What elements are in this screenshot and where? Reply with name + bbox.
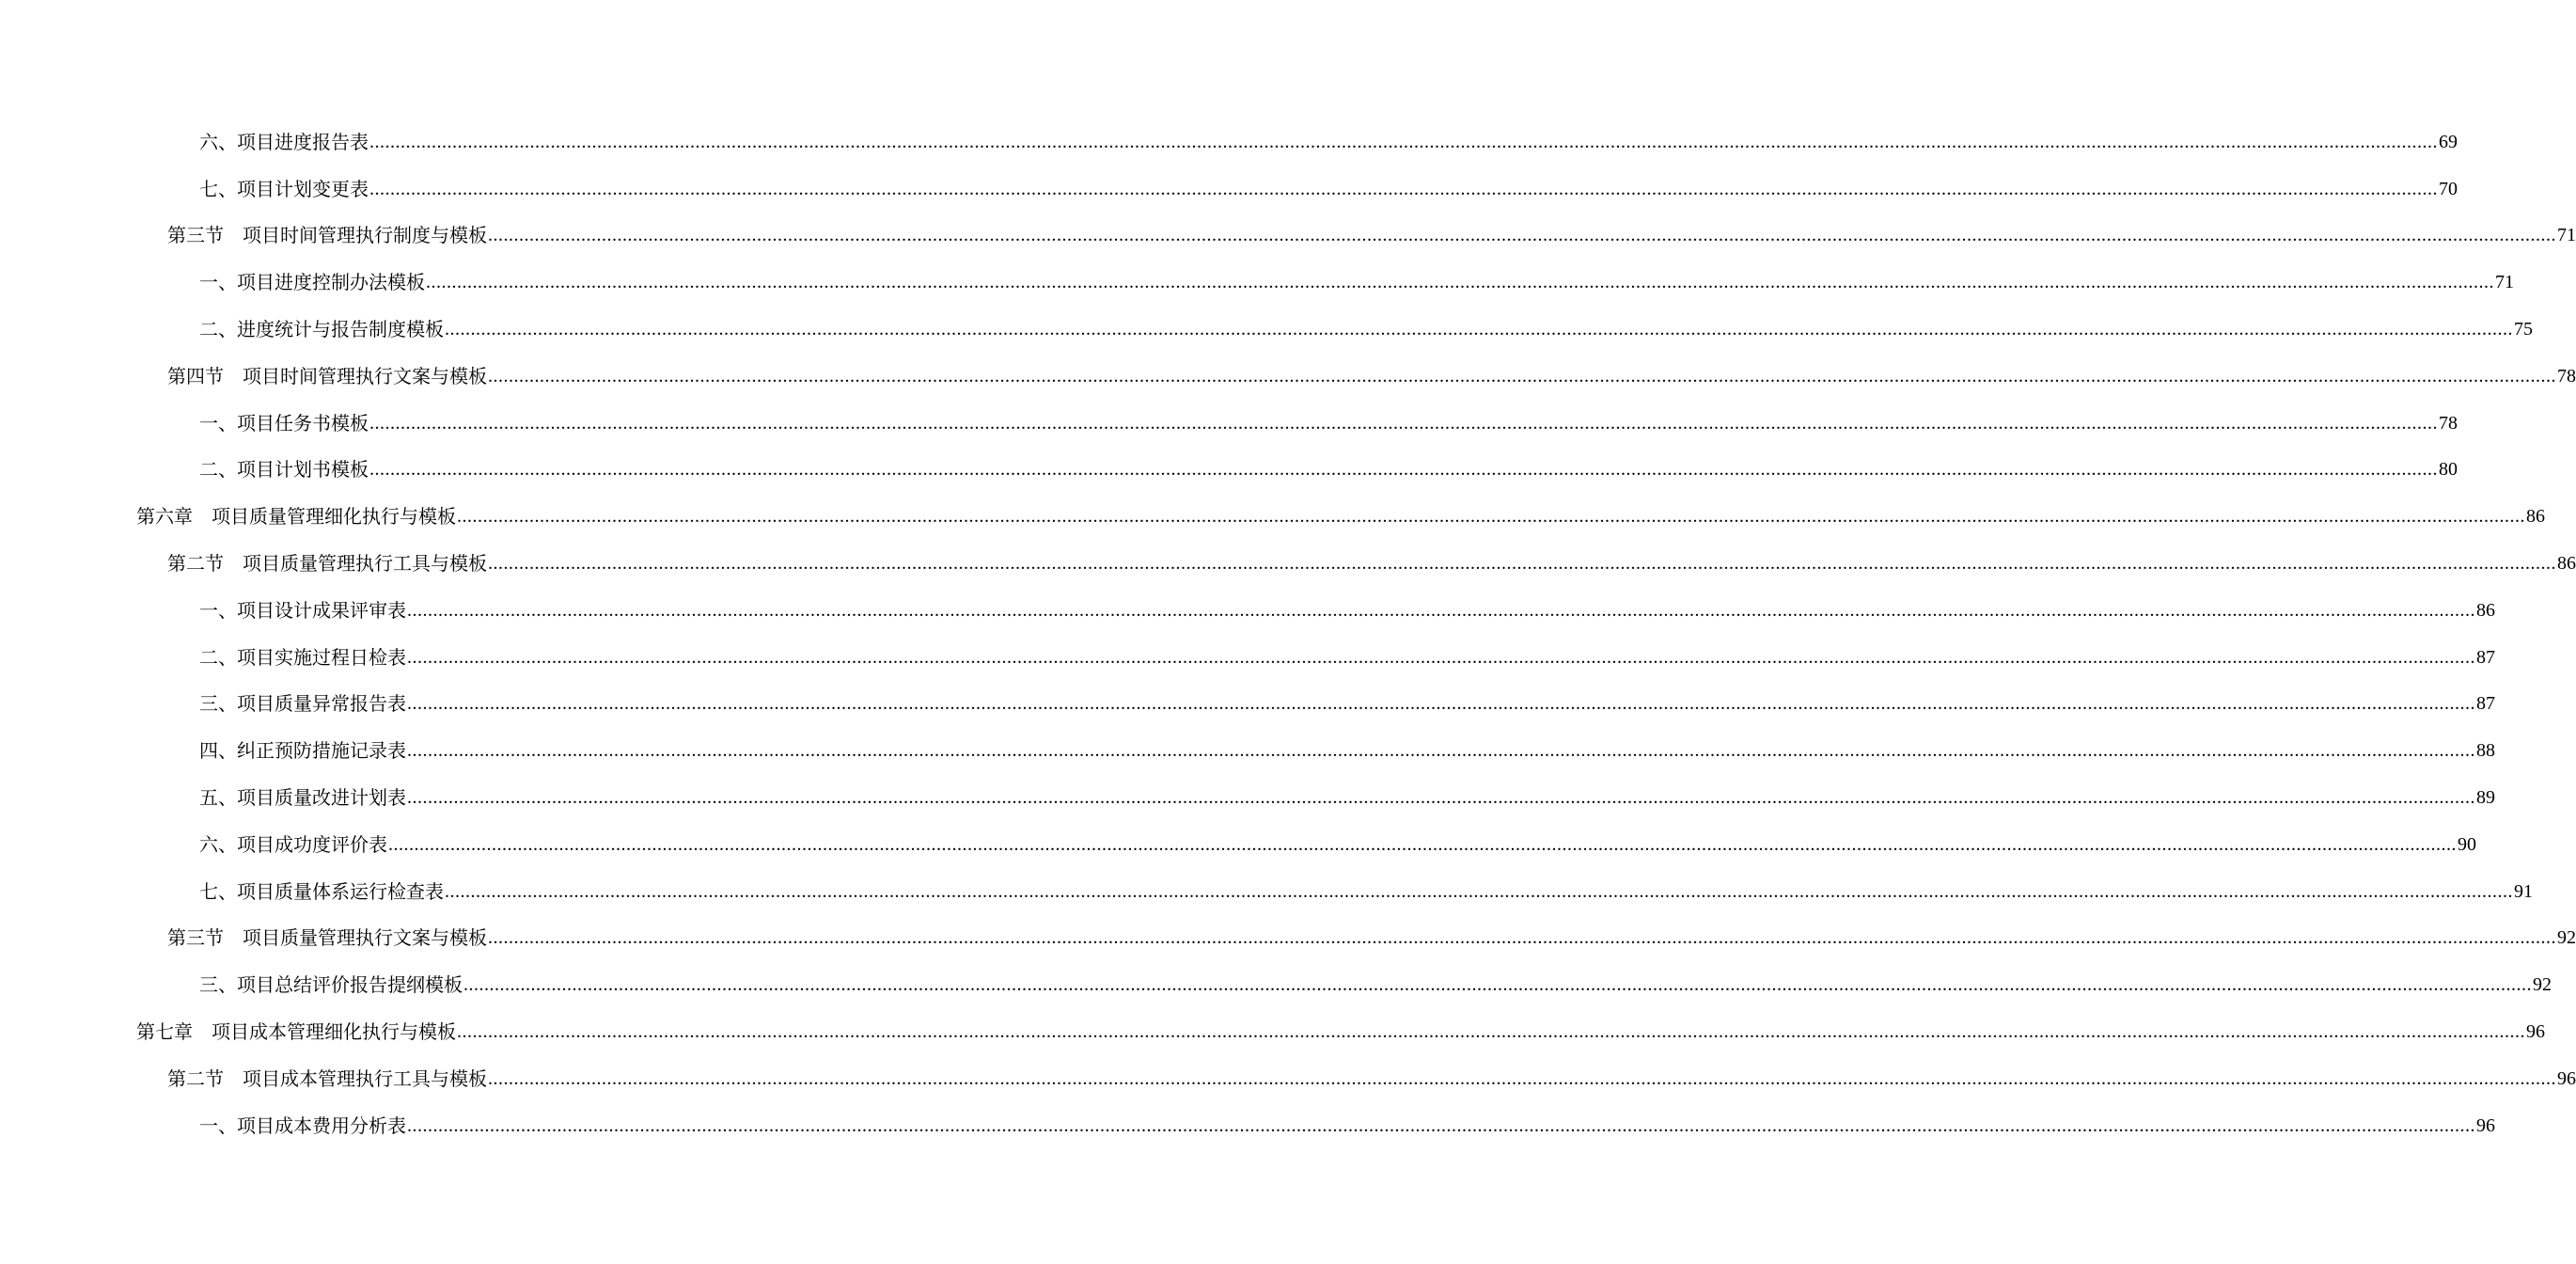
toc-dot-leader: ................................................................................................................................................................................................................................................................................................................................................................................................................ [407, 646, 2475, 668]
toc-dot-leader: ................................................................................................................................................................................................................................................................................................................................................................................................................ [369, 459, 2438, 481]
toc-entry-page-number: 86 [2557, 553, 2576, 575]
toc-entry[interactable] [0, 166, 2458, 213]
toc-entry-title: 七、项目质量体系运行检查表 [199, 879, 444, 903]
table-of-contents [0, 118, 2576, 1149]
toc-dot-leader: ................................................................................................................................................................................................................................................................................................................................................................................................................ [388, 833, 2457, 855]
toc-entry[interactable] [0, 1055, 2576, 1102]
toc-dot-leader: ................................................................................................................................................................................................................................................................................................................................................................................................................ [445, 880, 2513, 902]
toc-entry-page-number: 80 [2439, 459, 2458, 481]
toc-dot-leader: ................................................................................................................................................................................................................................................................................................................................................................................................................ [463, 974, 2532, 996]
toc-dot-leader: ................................................................................................................................................................................................................................................................................................................................................................................................................ [445, 319, 2513, 340]
toc-dot-leader: ................................................................................................................................................................................................................................................................................................................................................................................................................ [407, 693, 2475, 715]
toc-entry[interactable] [0, 540, 2576, 587]
toc-entry-title: 一、项目任务书模板 [199, 411, 369, 434]
toc-entry[interactable] [0, 774, 2495, 821]
toc-entry-page-number: 88 [2476, 740, 2495, 762]
toc-entry[interactable] [0, 306, 2533, 353]
toc-dot-leader: ................................................................................................................................................................................................................................................................................................................................................................................................................ [407, 787, 2475, 809]
toc-entry[interactable] [0, 868, 2533, 915]
toc-dot-leader: ................................................................................................................................................................................................................................................................................................................................................................................................................ [457, 506, 2525, 528]
toc-entry-title: 第三节 项目质量管理执行文案与模板 [167, 926, 487, 950]
toc-entry-title: 第四节 项目时间管理执行文案与模板 [167, 364, 487, 387]
toc-dot-leader: ................................................................................................................................................................................................................................................................................................................................................................................................................ [488, 365, 2556, 387]
toc-entry[interactable] [0, 587, 2495, 634]
toc-entry[interactable] [0, 915, 2576, 962]
toc-entry-page-number: 71 [2557, 225, 2576, 246]
toc-entry-page-number: 92 [2533, 974, 2552, 996]
toc-entry-title: 第七章 项目成本管理细化执行与模板 [136, 1020, 456, 1044]
toc-entry[interactable] [0, 1008, 2545, 1055]
toc-entry-title: 第二节 项目质量管理执行工具与模板 [167, 552, 487, 576]
toc-dot-leader: ................................................................................................................................................................................................................................................................................................................................................................................................................ [407, 599, 2475, 621]
toc-entry-page-number: 78 [2439, 412, 2458, 434]
toc-entry-title: 一、项目设计成果评审表 [199, 598, 406, 622]
toc-entry-page-number: 87 [2476, 646, 2495, 668]
toc-entry-title: 二、进度统计与报告制度模板 [199, 318, 444, 341]
toc-entry-page-number: 70 [2439, 178, 2458, 199]
toc-entry-page-number: 78 [2557, 365, 2576, 387]
toc-entry-page-number: 92 [2557, 927, 2576, 949]
toc-entry[interactable] [0, 727, 2495, 774]
toc-entry-page-number: 96 [2526, 1021, 2545, 1043]
toc-dot-leader: ................................................................................................................................................................................................................................................................................................................................................................................................................ [488, 553, 2556, 575]
toc-dot-leader: ................................................................................................................................................................................................................................................................................................................................................................................................................ [457, 1021, 2525, 1043]
toc-entry[interactable] [0, 1102, 2495, 1149]
toc-entry-title: 七、项目计划变更表 [199, 177, 369, 200]
toc-entry-page-number: 86 [2526, 506, 2545, 528]
toc-entry[interactable] [0, 821, 2476, 868]
toc-dot-leader: ................................................................................................................................................................................................................................................................................................................................................................................................................ [369, 178, 2438, 199]
toc-entry[interactable] [0, 118, 2458, 166]
toc-dot-leader: ................................................................................................................................................................................................................................................................................................................................................................................................................ [407, 740, 2475, 762]
toc-dot-leader: ................................................................................................................................................................................................................................................................................................................................................................................................................ [488, 1067, 2556, 1089]
toc-entry[interactable] [0, 353, 2576, 400]
toc-entry-page-number: 69 [2439, 131, 2458, 152]
toc-entry[interactable] [0, 634, 2495, 681]
toc-entry-title: 第三节 项目时间管理执行制度与模板 [167, 224, 487, 247]
toc-entry-title: 六、项目成功度评价表 [199, 832, 387, 856]
toc-entry-title: 二、项目实施过程日检表 [199, 645, 406, 669]
toc-entry-page-number: 75 [2514, 319, 2533, 340]
toc-entry-page-number: 90 [2458, 833, 2476, 855]
toc-entry-title: 第六章 项目质量管理细化执行与模板 [136, 505, 456, 529]
toc-dot-leader: ................................................................................................................................................................................................................................................................................................................................................................................................................ [369, 131, 2438, 152]
toc-entry[interactable] [0, 213, 2576, 260]
toc-entry[interactable] [0, 493, 2545, 540]
toc-entry[interactable] [0, 961, 2552, 1008]
toc-entry[interactable] [0, 400, 2458, 447]
toc-entry[interactable] [0, 447, 2458, 494]
toc-entry-title: 二、项目计划书模板 [199, 458, 369, 482]
toc-entry-page-number: 96 [2476, 1114, 2495, 1136]
toc-entry-title: 四、纠正预防措施记录表 [199, 739, 406, 763]
toc-dot-leader: ................................................................................................................................................................................................................................................................................................................................................................................................................ [426, 272, 2494, 293]
toc-entry-title: 三、项目总结评价报告提纲模板 [199, 973, 463, 997]
toc-entry-page-number: 86 [2476, 599, 2495, 621]
toc-entry-title: 第二节 项目成本管理执行工具与模板 [167, 1066, 487, 1090]
toc-dot-leader: ................................................................................................................................................................................................................................................................................................................................................................................................................ [488, 225, 2556, 246]
toc-entry-page-number: 91 [2514, 880, 2533, 902]
toc-entry-title: 三、项目质量异常报告表 [199, 692, 406, 716]
toc-dot-leader: ................................................................................................................................................................................................................................................................................................................................................................................................................ [407, 1114, 2475, 1136]
toc-entry-title: 一、项目进度控制办法模板 [199, 271, 425, 294]
toc-entry-page-number: 87 [2476, 693, 2495, 715]
toc-dot-leader: ................................................................................................................................................................................................................................................................................................................................................................................................................ [369, 412, 2438, 434]
toc-entry[interactable] [0, 681, 2495, 728]
toc-entry-title: 一、项目成本费用分析表 [199, 1114, 406, 1137]
toc-entry[interactable] [0, 259, 2514, 306]
toc-entry-page-number: 96 [2557, 1067, 2576, 1089]
toc-entry-page-number: 89 [2476, 787, 2495, 809]
toc-dot-leader: ................................................................................................................................................................................................................................................................................................................................................................................................................ [488, 927, 2556, 949]
toc-entry-title: 六、项目进度报告表 [199, 130, 369, 153]
toc-entry-page-number: 71 [2495, 272, 2514, 293]
toc-entry-title: 五、项目质量改进计划表 [199, 786, 406, 810]
